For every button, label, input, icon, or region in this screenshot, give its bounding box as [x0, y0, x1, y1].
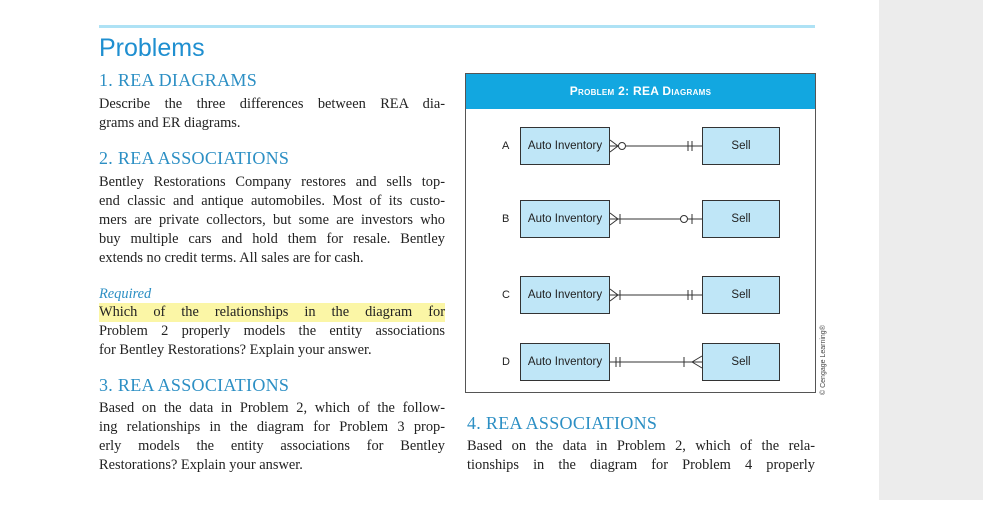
- body-line: Based on the data in Problem 2, which of the rela-: [467, 438, 815, 454]
- section-4-heading: 4. REA ASSOCIATIONS: [467, 413, 658, 433]
- auto-inventory-entity: Auto Inventory: [520, 200, 610, 238]
- section-2-heading: [99, 148, 289, 169]
- auto-inventory-entity: Auto Inventory: [520, 127, 610, 165]
- body-line: end classic and antique automobiles. Most of its custo-: [99, 193, 445, 209]
- sell-entity: Sell: [702, 200, 780, 238]
- top-rule: [99, 25, 815, 28]
- connector-a: [610, 136, 702, 156]
- section-2-body: [99, 173, 445, 268]
- row-letter-d: D: [502, 356, 510, 368]
- body-line: Bentley Restorations Company restores and sells top-: [99, 174, 445, 190]
- connector-d: [610, 352, 702, 372]
- section-2-heading-text: 2. REA ASSOCIATIONS: [99, 148, 290, 168]
- body-line: Which of the relationships in the diagram for: [99, 304, 445, 320]
- body-line: Describe the three differences between REA dia-: [99, 96, 445, 112]
- connector-b: [610, 209, 702, 229]
- required-label: Required: [99, 286, 152, 302]
- body-line: mers are private collectors, but some are investors who: [99, 212, 445, 228]
- bottom-strip: [0, 500, 983, 519]
- body-line: extends no credit terms. All sales are for cash.: [99, 250, 364, 266]
- diagram-panel: [465, 73, 816, 393]
- body-line: ing relationships in the diagram for Problem 3 prop-: [99, 419, 445, 435]
- connector-c: [610, 285, 702, 305]
- section-4-body: [467, 437, 815, 475]
- diagram-title: Problem 2: REA Diagrams: [569, 84, 712, 98]
- section-3-heading: 3. REA ASSOCIATIONS: [99, 375, 290, 395]
- required-body: [99, 303, 445, 360]
- right-margin-panel: [879, 0, 983, 500]
- row-letter-b: B: [502, 213, 510, 225]
- section-3-body: [99, 399, 445, 475]
- sell-entity: Sell: [702, 343, 780, 381]
- body-line: tionships in the diagram for Problem 4 properly: [467, 457, 815, 473]
- row-letter-c: C: [502, 289, 510, 301]
- section-1-body: [99, 95, 445, 133]
- body-line: Problem 2 properly models the entity associations: [99, 323, 445, 339]
- copyright-notice: © Cengage Learning®: [820, 325, 827, 395]
- body-line: for Bentley Restorations? Explain your answer.: [99, 342, 372, 358]
- body-line: Restorations? Explain your answer.: [99, 457, 303, 473]
- row-letter-a: A: [502, 140, 510, 152]
- body-line: erly models the entity associations for Bentley: [99, 438, 445, 454]
- page-title: Problems: [99, 34, 205, 62]
- sell-entity: Sell: [702, 127, 780, 165]
- section-1-heading: 1. REA DIAGRAMS: [99, 70, 258, 90]
- diagram-header: [466, 74, 815, 109]
- body-line: grams and ER diagrams.: [99, 115, 241, 131]
- body-line: Based on the data in Problem 2, which of the follow-: [99, 400, 445, 416]
- auto-inventory-entity: Auto Inventory: [520, 343, 610, 381]
- sell-entity: Sell: [702, 276, 780, 314]
- body-line: buy multiple cars and hold them for resale. Bentley: [99, 231, 445, 247]
- auto-inventory-entity: Auto Inventory: [520, 276, 610, 314]
